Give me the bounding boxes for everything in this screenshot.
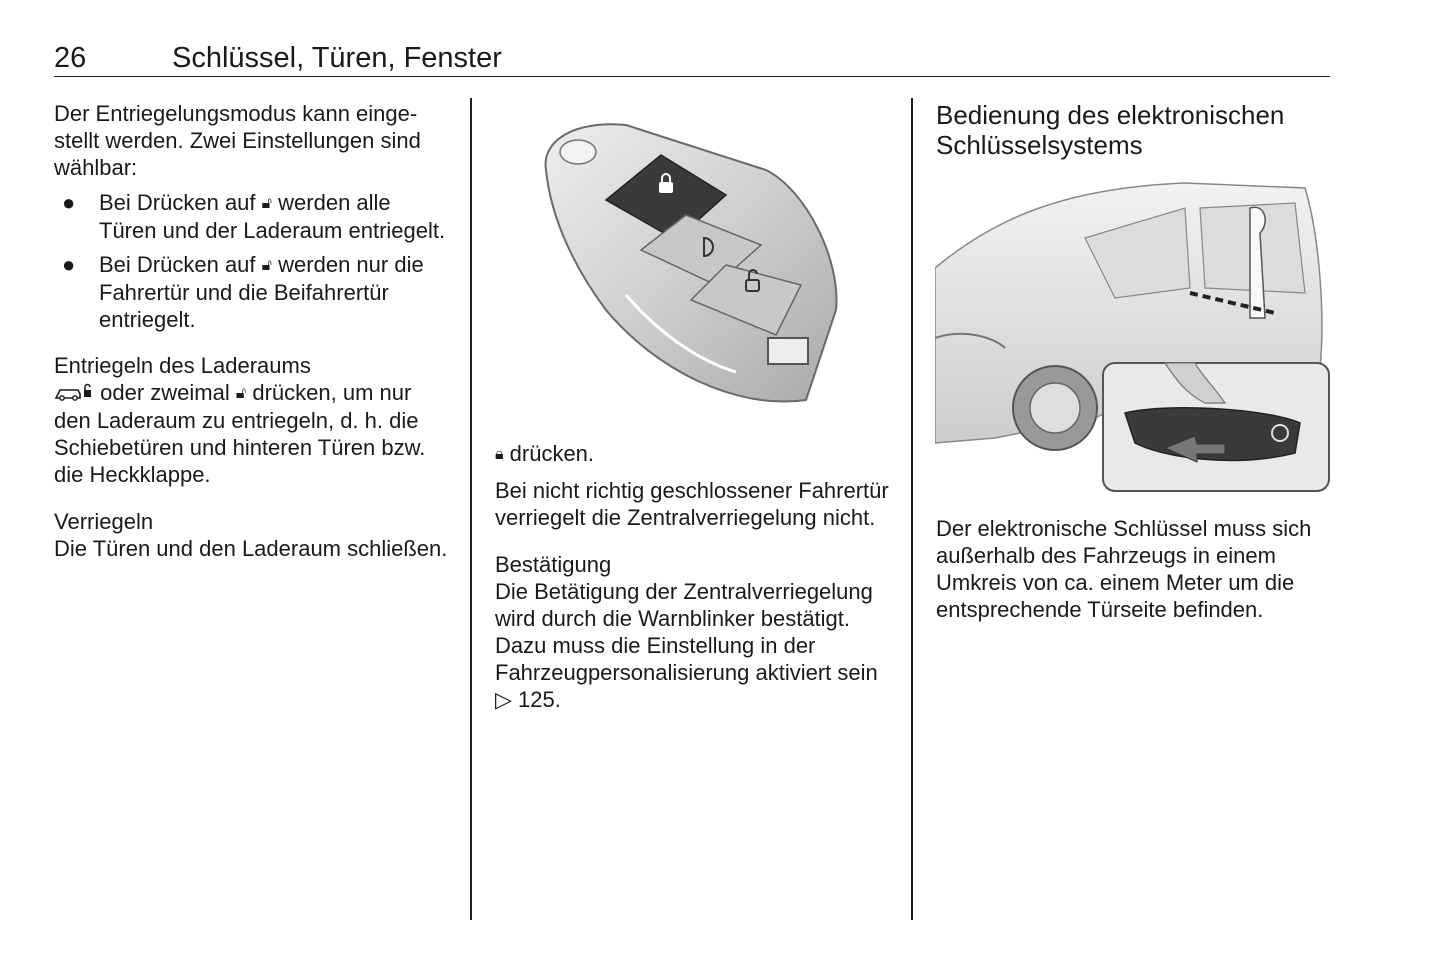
- driver-door-paragraph: Bei nicht richtig geschlossener Fahrertür verriegelt die Zentralverriegelung nicht.: [495, 478, 889, 530]
- lock-icon: [659, 182, 673, 193]
- reference-arrow-icon: ▷: [495, 687, 512, 712]
- cargo-paragraph: oder zweimal 🔓︎ drücken, um nur den Laderaum zu entriegeln, d. h. die Schiebetüren und hinteren Türen bzw. die Heckklappe.: [54, 380, 426, 487]
- unlock-icon: 🔓︎: [261, 257, 273, 274]
- section-heading: Verriegeln: [54, 509, 154, 534]
- column-divider: [470, 98, 472, 920]
- van-door-handle-illustration: [935, 178, 1331, 494]
- cargo-unlock-icon: [54, 382, 94, 402]
- bullet-list: [54, 189, 452, 333]
- column-right: [936, 100, 1336, 160]
- key-range-paragraph: Der elektronische Schlüssel muss sich außerhalb des Fahrzeugs in einem Umkreis von ca. einem Meter um die entsprechende Türseite befinden.: [936, 516, 1312, 622]
- confirmation-paragraph: Die Betätigung der Zentralverriegelung wird durch die Warnblinker bestätigt. Dazu muss die Einstellung in der Fahrzeugpersonalisierung aktiviert sein ▷ 125.: [495, 579, 878, 712]
- section-heading: Bedienung des elektronischen Schlüsselsystems: [936, 100, 1285, 160]
- column-divider: [911, 98, 913, 920]
- page-number: 26: [54, 42, 87, 74]
- press-line: 🔒︎ drücken.: [495, 441, 595, 466]
- key-fob-illustration: [536, 110, 851, 410]
- lock-icon: 🔒︎: [495, 446, 504, 463]
- bullet-icon: ●: [62, 252, 76, 277]
- intro-paragraph: Der Entriegelungsmodus kann eingestellt werden. Zwei Einstellungen sind wählbar:: [54, 101, 421, 180]
- list-item: ● Bei Drücken auf 🔓︎ werden alle Türen und der Laderaum entriegelt.: [62, 190, 446, 243]
- lock-paragraph: Die Türen und den Laderaum schließen.: [54, 536, 448, 561]
- bullet-icon: ●: [62, 190, 76, 215]
- section-heading: Entriegeln des Laderaums: [54, 353, 311, 378]
- unlock-icon: 🔓︎: [261, 195, 273, 212]
- column-right-body: [936, 515, 1336, 623]
- column-left: [54, 100, 452, 562]
- chapter-title: Schlüssel, Türen, Fenster: [172, 42, 502, 74]
- page-header: [54, 40, 1330, 77]
- column-middle: [495, 440, 895, 713]
- section-heading: Bestätigung: [495, 552, 612, 577]
- page-reference[interactable]: 125.: [518, 687, 561, 712]
- list-item: ● Bei Drücken auf 🔓︎ werden nur die Fahrertür und die Beifahrertür entriegelt.: [62, 252, 424, 332]
- unlock-icon: 🔓︎: [235, 385, 247, 402]
